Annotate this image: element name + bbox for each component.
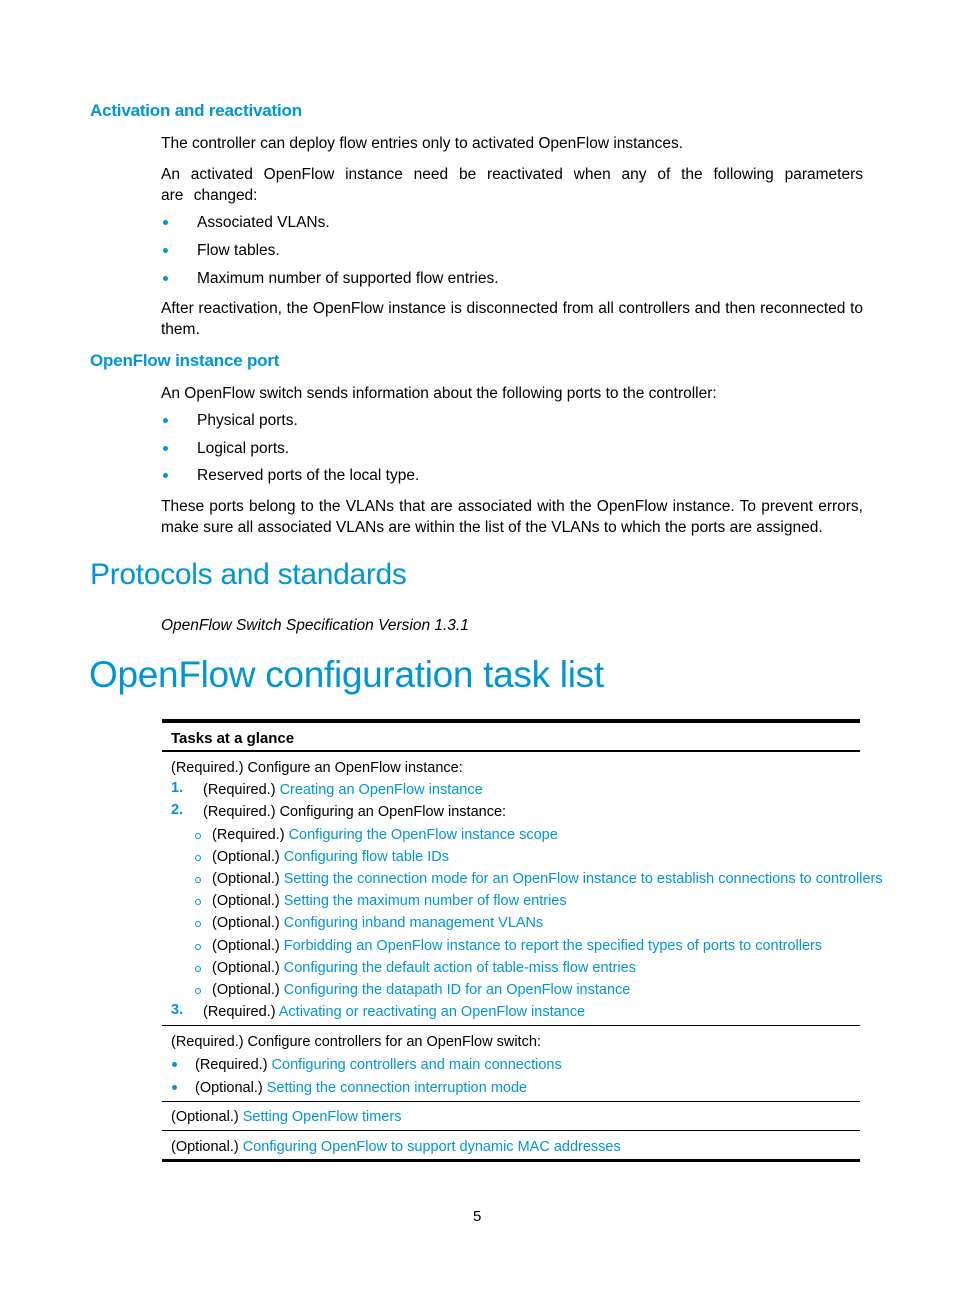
bullet-icon <box>163 248 168 253</box>
task-text: Configuring an OpenFlow instance: <box>279 804 507 820</box>
task-prefix: (Required.) <box>212 827 285 843</box>
link-table-miss[interactable]: Configuring the default action of table-miss flow entries <box>283 960 636 976</box>
task-prefix: (Optional.) <box>212 960 280 976</box>
bullet-icon <box>163 473 168 478</box>
activation-para-2: An activated OpenFlow instance need be reactivated when any of the following parameters are changed: <box>161 166 863 204</box>
bullet-icon <box>163 418 168 423</box>
instance-port-para-2: These ports belong to the VLANs that are associated with the OpenFlow instance. To prevent errors, make sure all associated VLANs are within the list of the VLANs to which the ports are assigned. <box>161 498 863 536</box>
table-row-divider <box>162 1130 860 1131</box>
activation-bullet: Flow tables. <box>197 242 280 259</box>
task-step-2 <box>203 802 506 822</box>
table-header-divider <box>162 750 860 752</box>
bullet-icon <box>163 276 168 281</box>
link-connection-mode[interactable]: Setting the connection mode for an OpenFlow instance to establish connections to controllers <box>283 871 883 887</box>
task-substep <box>212 825 558 845</box>
section-heading-instance-port: OpenFlow instance port <box>90 351 280 370</box>
task-prefix: (Required.) <box>203 1004 276 1020</box>
link-max-flow-entries[interactable]: Setting the maximum number of flow entries <box>283 893 567 909</box>
link-dynamic-mac[interactable]: Configuring OpenFlow to support dynamic MAC addresses <box>242 1139 621 1155</box>
task-item <box>195 1055 562 1075</box>
task-prefix: (Required.) <box>195 1057 268 1073</box>
table-row-divider <box>162 1025 860 1026</box>
task-prefix: (Required.) <box>203 804 276 820</box>
task-substep <box>212 891 567 911</box>
task-prefix: (Optional.) <box>212 849 280 865</box>
link-flow-table-ids[interactable]: Configuring flow table IDs <box>283 849 449 865</box>
link-creating-instance[interactable]: Creating an OpenFlow instance <box>279 782 483 798</box>
task-prefix: (Optional.) <box>195 1080 263 1096</box>
task-group-intro: (Required.) Configure an OpenFlow instance: <box>171 760 463 776</box>
task-group-intro: (Required.) Configure controllers for an OpenFlow switch: <box>171 1034 541 1050</box>
link-inband-vlans[interactable]: Configuring inband management VLANs <box>283 915 544 931</box>
section-heading-protocols: Protocols and standards <box>90 558 407 591</box>
table-top-border <box>162 719 860 723</box>
circle-bullet-icon <box>195 988 201 994</box>
task-substep <box>212 913 543 933</box>
task-substep <box>212 869 883 889</box>
link-connection-interruption-mode[interactable]: Setting the connection interruption mode <box>266 1080 528 1096</box>
section-heading-activation: Activation and reactivation <box>90 101 302 120</box>
link-activating-instance[interactable]: Activating or reactivating an OpenFlow instance <box>278 1004 586 1020</box>
page-number: 5 <box>473 1208 482 1225</box>
activation-bullet: Maximum number of supported flow entries. <box>197 270 499 287</box>
bullet-icon <box>172 1085 177 1090</box>
activation-para-1: The controller can deploy flow entries only to activated OpenFlow instances. <box>161 135 684 152</box>
step-number: 2. <box>171 802 184 818</box>
task-prefix: (Optional.) <box>212 871 280 887</box>
link-openflow-timers[interactable]: Setting OpenFlow timers <box>242 1109 402 1125</box>
circle-bullet-icon <box>195 899 201 905</box>
instance-port-para-1: An OpenFlow switch sends information about the following ports to the controller: <box>161 385 717 402</box>
link-datapath-id[interactable]: Configuring the datapath ID for an OpenFlow instance <box>283 982 631 998</box>
task-substep <box>212 980 630 1000</box>
table-bottom-border <box>162 1159 860 1162</box>
task-substep <box>212 847 449 867</box>
link-forbid-port-report[interactable]: Forbidding an OpenFlow instance to report the specified types of ports to controllers <box>283 938 823 954</box>
circle-bullet-icon <box>195 944 201 950</box>
instance-port-bullet: Logical ports. <box>197 440 290 457</box>
task-prefix: (Required.) <box>203 782 276 798</box>
step-number: 3. <box>171 1002 184 1018</box>
task-substep <box>212 936 822 956</box>
section-heading-task-list: OpenFlow configuration task list <box>89 654 604 695</box>
link-instance-scope[interactable]: Configuring the OpenFlow instance scope <box>288 827 558 843</box>
table-header: Tasks at a glance <box>171 730 295 747</box>
circle-bullet-icon <box>195 966 201 972</box>
task-step-3 <box>203 1002 585 1022</box>
task-row <box>171 1137 621 1157</box>
bullet-icon <box>163 220 168 225</box>
task-prefix: (Optional.) <box>212 982 280 998</box>
task-prefix: (Optional.) <box>212 915 280 931</box>
task-prefix: (Optional.) <box>212 893 280 909</box>
task-item <box>195 1078 527 1098</box>
circle-bullet-icon <box>195 855 201 861</box>
protocol-spec: OpenFlow Switch Specification Version 1.3.1 <box>161 617 469 634</box>
task-prefix: (Optional.) <box>171 1139 239 1155</box>
bullet-icon <box>163 446 168 451</box>
task-prefix: (Optional.) <box>212 938 280 954</box>
activation-bullet: Associated VLANs. <box>197 214 330 231</box>
circle-bullet-icon <box>195 833 201 839</box>
task-substep <box>212 958 636 978</box>
instance-port-bullet: Reserved ports of the local type. <box>197 467 420 484</box>
circle-bullet-icon <box>195 921 201 927</box>
link-controllers-main-connections[interactable]: Configuring controllers and main connections <box>271 1057 562 1073</box>
task-prefix: (Optional.) <box>171 1109 239 1125</box>
step-number: 1. <box>171 780 184 796</box>
circle-bullet-icon <box>195 877 201 883</box>
table-row-divider <box>162 1101 860 1102</box>
bullet-icon <box>172 1062 177 1067</box>
activation-para-3: After reactivation, the OpenFlow instance is disconnected from all controllers and then reconnected to them. <box>161 300 863 338</box>
task-row <box>171 1107 402 1127</box>
instance-port-bullet: Physical ports. <box>197 412 298 429</box>
task-step-1 <box>203 780 483 800</box>
